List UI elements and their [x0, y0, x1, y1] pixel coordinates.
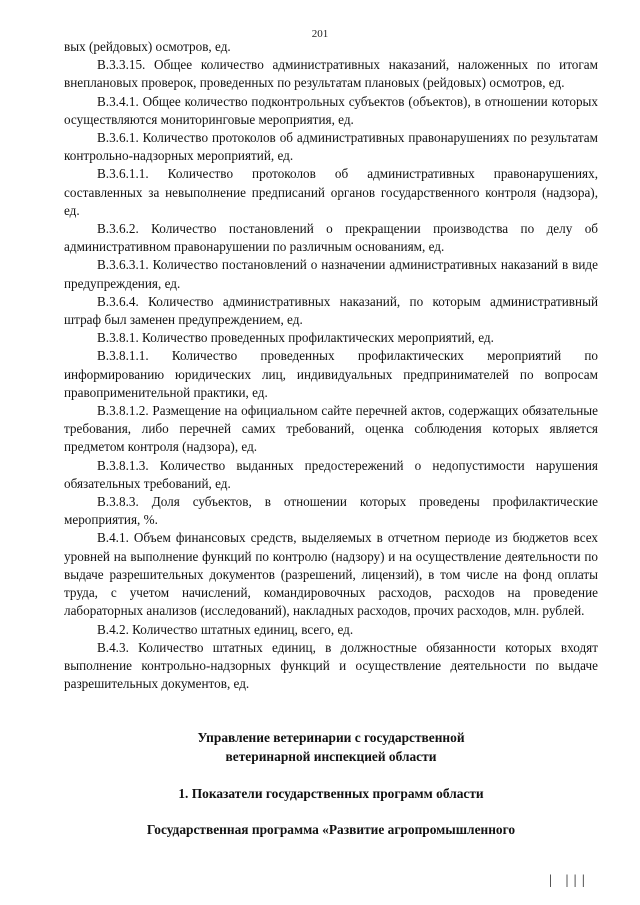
paragraph-continuation: вых (рейдовых) осмотров, ед.	[64, 39, 231, 54]
paragraph-b-4-1: В.4.1. Объем финансовых средств, выделяемых в отчетном периоде из бюджетов всех уровней на выполнение функций по контролю (надзору) и на осуществление деятельности по выдаче разрешительных документов (разрешений, лицензий), в том числе на фонд оплаты труда, с учетом начислений, командировочных расходов, расходов на проведение лабораторных анализов (исследований), накладных расходов, прочих расходов, млн. рублей.	[64, 530, 598, 619]
paragraph-b-3-6-1-1: В.3.6.1.1. Количество протоколов об административных правонарушениях, составленных за невыполнение предписаний органов государственного контроля (надзора), ед.	[64, 166, 598, 218]
department-heading	[64, 729, 598, 766]
department-heading-line1: Управление ветеринарии с государственной	[197, 730, 465, 745]
section-title: 1. Показатели государственных программ области	[178, 786, 484, 801]
department-heading-line2: ветеринарной инспекцией области	[225, 748, 437, 764]
program-title: Государственная программа «Развитие агропромышленного	[146, 822, 516, 837]
paragraph-b-4-3: В.4.3. Количество штатных единиц, в должностные обязанности которых входят выполнение контрольно-надзорных функций и осуществление деятельности по выдаче разрешительных документов, ед.	[64, 639, 598, 692]
paragraph-b-3-8-3: В.3.8.3. Доля субъектов, в отношении которых проведены профилактические мероприятия, %.	[64, 494, 598, 528]
footer-mark: | |||	[546, 873, 588, 887]
paragraph-b-3-6-2: В.3.6.2. Количество постановлений о прекращении производства по делу об административном правонарушении по различным основаниям, ед.	[64, 221, 598, 255]
paragraph-b-3-6-1: В.3.6.1. Количество протоколов об административных правонарушениях по результатам контрольно-надзорных мероприятий, ед.	[64, 130, 598, 164]
paragraph-b-3-6-4: В.3.6.4. Количество административных наказаний, по которым административный штраф был заменен предупреждением, ед.	[64, 293, 598, 328]
paragraph-b-3-8-1-1: В.3.8.1.1. Количество проведенных профилактических мероприятий по информированию юридических лиц, индивидуальных предпринимателей по вопросам правоприменительной практики, ед.	[64, 348, 598, 400]
paragraph-b-3-4-1: В.3.4.1. Общее количество подконтрольных субъектов (объектов), в отношении которых осуществляются мониторинговые мероприятия, ед.	[64, 93, 598, 127]
paragraph-b-3-8-1: В.3.8.1. Количество проведенных профилактических мероприятий, ед.	[97, 330, 494, 346]
paragraph-b-4-2: В.4.2. Количество штатных единиц, всего, ед.	[97, 621, 354, 637]
document-body	[64, 38, 598, 693]
paragraph-b-3-8-1-2: В.3.8.1.2. Размещение на официальном сайте перечней актов, содержащих обязательные требования, либо перечней самих требований, оценка соблюдения которых является предметом контроля (надзора), ед.	[64, 403, 598, 455]
paragraph-b-3-3-15: В.3.3.15. Общее количество административных наказаний, наложенных по итогам внеплановых проверок, проведенных по результатам плановых (рейдовых) осмотров, ед.	[64, 57, 598, 91]
page-number: 201	[311, 28, 329, 40]
paragraph-b-3-6-3-1: В.3.6.3.1. Количество постановлений о назначении административных наказаний в виде предупреждения, ед.	[64, 257, 598, 291]
paragraph-b-3-8-1-3: В.3.8.1.3. Количество выданных предостережений о недопустимости нарушения обязательных требований, ед.	[64, 457, 598, 491]
